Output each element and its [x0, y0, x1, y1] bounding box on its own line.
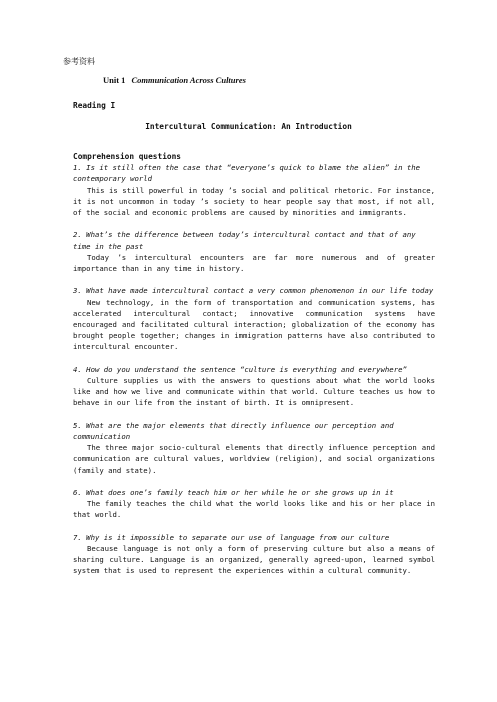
- reading-label: Reading I: [73, 101, 116, 110]
- question-text: 3. What have made intercultural contact a very common phenomenon in our life today: [73, 286, 434, 296]
- answer-text: The three major socio-cultural elements that directly influence perception and communication are cultural values, worldview (religion), and social organizations (family and state).: [73, 443, 435, 475]
- question-text: 2. What’s the difference between today’s intercultural contact and that of any time in the past: [73, 230, 416, 251]
- question-text: 1. Is it still often the case that “everyone’s quick to blame the alien” in the contemporary world: [73, 163, 421, 184]
- question-block: [73, 420, 435, 476]
- reading-title: Intercultural Communication: An Introduction: [145, 122, 352, 131]
- question-block: [73, 364, 435, 409]
- question-block: [73, 487, 435, 521]
- answer-text: The family teaches the child what the world looks like and his or her place in that world.: [73, 499, 435, 520]
- question-block: [73, 229, 435, 274]
- question-block: [73, 285, 435, 352]
- section-heading: Comprehension questions: [73, 152, 181, 161]
- answer-text: Today ’s intercultural encounters are far more numerous and of greater importance than in any time in history.: [73, 252, 435, 274]
- answer-text: Because language is not only a form of preserving culture but also a means of sharing culture. Language is an organized, generally agreed-upon, learned symbol system that is used to represent the experiences within a cultural community.: [73, 544, 435, 576]
- question-text: 7. Why is it impossible to separate our use of language from our culture: [73, 532, 390, 542]
- question-block: [73, 162, 435, 218]
- answer-text: New technology, in the form of transportation and communication systems, has accelerated intercultural contact; innovative communication systems have encouraged and facilitated cultural interaction; globalization of the economy has brought people together; changes in immigration patterns have also contributed to intercultural encounter.: [73, 297, 435, 352]
- question-block: [73, 532, 435, 577]
- unit-label: Unit 1: [103, 75, 126, 85]
- unit-title: Communication Across Cultures: [131, 75, 246, 85]
- question-text: 5. What are the major elements that directly influence our perception and communication: [73, 420, 394, 442]
- answer-text: This is still powerful in today ’s social and political rhetoric. For instance, it is not uncommon in today ’s society to hear people say that most, if not all, of the social and economic problems are caused by minorities and immigrants.: [73, 185, 435, 218]
- question-text: 4. How do you understand the sentence “culture is everything and everywhere”: [73, 364, 407, 374]
- document-body: [73, 151, 435, 588]
- answer-text: Culture supplies us with the answers to questions about what the world looks like and how we live and communicate within that world. Culture teaches us how to behave in our life from the instant of birth. It is omnipresent.: [73, 376, 435, 408]
- reference-tag: 参考资料: [63, 57, 95, 66]
- unit-heading: [103, 75, 246, 85]
- question-text: 6. What does one’s family teach him or her while he or she grows up in it: [73, 488, 394, 498]
